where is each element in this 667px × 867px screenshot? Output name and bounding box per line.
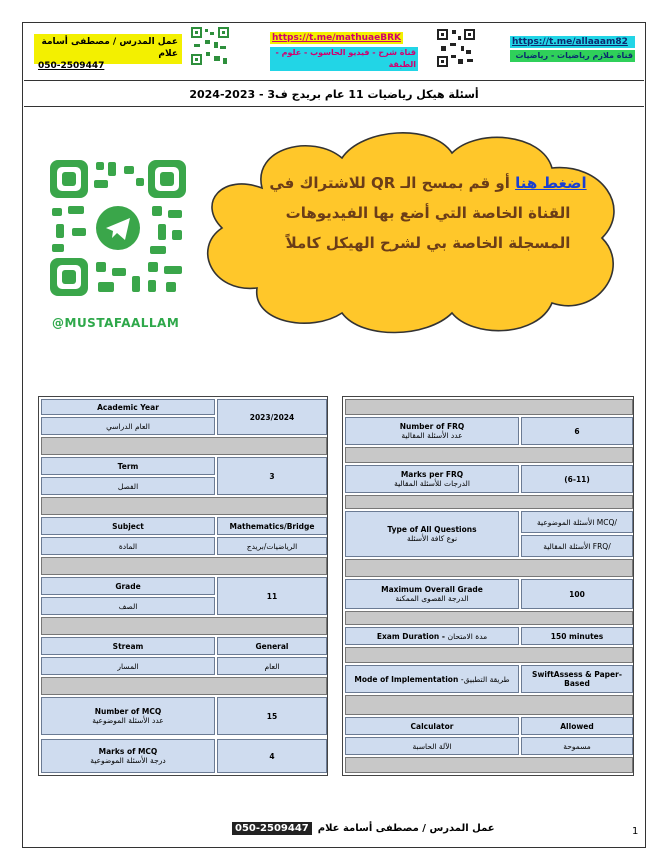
notes-channel-description: قناة ملازم رياضيات - رياضيات [510, 50, 635, 62]
value-calculator-ar: مسموحة [521, 737, 633, 755]
label-number-of-frq: Number of FRQ عدد الأسئلة المقالية [345, 417, 519, 445]
label-grade-ar: الصف [41, 597, 215, 615]
subscribe-message[interactable] [242, 168, 614, 258]
value-marks-of-mcq: 4 [217, 739, 327, 773]
click-here-link[interactable]: اضغط هنا [515, 174, 587, 192]
label-calculator-ar: الآلة الحاسبة [345, 737, 519, 755]
label-exam-duration: Exam Duration - مدة الامتحان [345, 627, 519, 645]
label-academic-year-ar: العام الدراسي [41, 417, 215, 435]
value-exam-duration: 150 minutes [521, 627, 633, 645]
label-subject: Subject [41, 517, 215, 535]
channel-description: قناة شرح - فيديو الحاسوب - علوم - الطبقة [270, 47, 418, 71]
value-number-of-mcq: 15 [217, 697, 327, 735]
qr-code-icon[interactable] [436, 28, 476, 68]
page-number: 1 [632, 826, 639, 837]
label-term: Term [41, 457, 215, 475]
label-calculator: Calculator [345, 717, 519, 735]
spacer-row [345, 399, 633, 415]
teacher-credit-box [34, 34, 182, 71]
qr-code-icon[interactable] [190, 26, 230, 66]
value-type-frq: /FRQ الأسئلة المقالية [521, 535, 633, 557]
label-stream: Stream [41, 637, 215, 655]
value-subject-ar: الرياضيات/بريدج [217, 537, 327, 555]
label-type-of-questions: Type of All Questions نوع كافة الأسئلة [345, 511, 519, 557]
channel-link-block [270, 32, 418, 71]
exam-info-table-left [38, 396, 328, 776]
cloud-line-2: القناة الخاصة التي أضع بها الفيديوهات [285, 204, 571, 222]
cloud-line-3: المسجلة الخاصة بي لشرح الهيكل كاملاً [285, 234, 571, 252]
label-academic-year: Academic Year [41, 399, 215, 415]
value-calculator: Allowed [521, 717, 633, 735]
title-divider [24, 106, 644, 107]
spacer-row [41, 677, 327, 695]
value-number-of-frq: 6 [521, 417, 633, 445]
value-maximum-grade: 100 [521, 579, 633, 609]
value-term: 3 [217, 457, 327, 495]
header-divider [24, 80, 644, 81]
spacer-row [41, 557, 327, 575]
spacer-row [345, 647, 633, 663]
label-number-of-mcq: Number of MCQ عدد الأسئلة الموضوعية [41, 697, 215, 735]
footer-teacher: عمل المدرس / مصطفى أسامة علام [317, 823, 495, 834]
value-mode-of-implementation: SwiftAssess & Paper-Based [521, 665, 633, 693]
label-maximum-grade: Maximum Overall Grade الدرجة القصوى الممكنة [345, 579, 519, 609]
telegram-qr-code-icon[interactable] [48, 158, 188, 298]
label-marks-of-mcq: Marks of MCQ درجة الأسئلة الموضوعية [41, 739, 215, 773]
spacer-row [345, 559, 633, 577]
value-subject: Mathematics/Bridge [217, 517, 327, 535]
footer-credit [232, 822, 495, 835]
notes-link-block [510, 36, 635, 62]
value-stream-ar: العام [217, 657, 327, 675]
spacer-row [41, 617, 327, 635]
spacer-row [345, 695, 633, 715]
spacer-row [345, 447, 633, 463]
cloud-line-1 [242, 168, 614, 198]
footer-phone: 050-2509447 [232, 822, 312, 835]
label-term-ar: الفصل [41, 477, 215, 495]
value-type-mcq: /MCQ الأسئلة الموضوعية [521, 511, 633, 533]
cloud-line-1-rest: أو قم بمسح الـ QR للاشتراك في [269, 174, 516, 192]
value-academic-year: 2023/2024 [217, 399, 327, 435]
spacer-row [41, 437, 327, 455]
label-grade: Grade [41, 577, 215, 595]
value-marks-per-frq: (6-11) [521, 465, 633, 493]
label-marks-per-frq: Marks per FRQ الدرجات للأسئلة المقالية [345, 465, 519, 493]
label-mode-of-implementation: Mode of Implementation طريقة التطبيق- [345, 665, 519, 693]
exam-info-table-right [342, 396, 634, 776]
spacer-row [345, 495, 633, 509]
value-stream: General [217, 637, 327, 655]
notes-channel-link[interactable]: https://t.me/allaaam82 [510, 36, 635, 48]
spacer-row [345, 611, 633, 625]
teacher-phone: 050-2509447 [38, 61, 105, 71]
label-subject-ar: المادة [41, 537, 215, 555]
teacher-name: عمل المدرس / مصطفى أسامة علام [41, 37, 178, 59]
channel-link[interactable]: https://t.me/mathuaeBRK [272, 33, 401, 43]
value-grade: 11 [217, 577, 327, 615]
channel-handle[interactable]: @MUSTAFAALLAM [52, 316, 180, 330]
spacer-row [345, 757, 633, 773]
document-title: أسئلة هيكل رياضيات 11 عام بريدج ف3 - 2023-2024 [189, 88, 479, 101]
spacer-row [41, 497, 327, 515]
label-stream-ar: المسار [41, 657, 215, 675]
